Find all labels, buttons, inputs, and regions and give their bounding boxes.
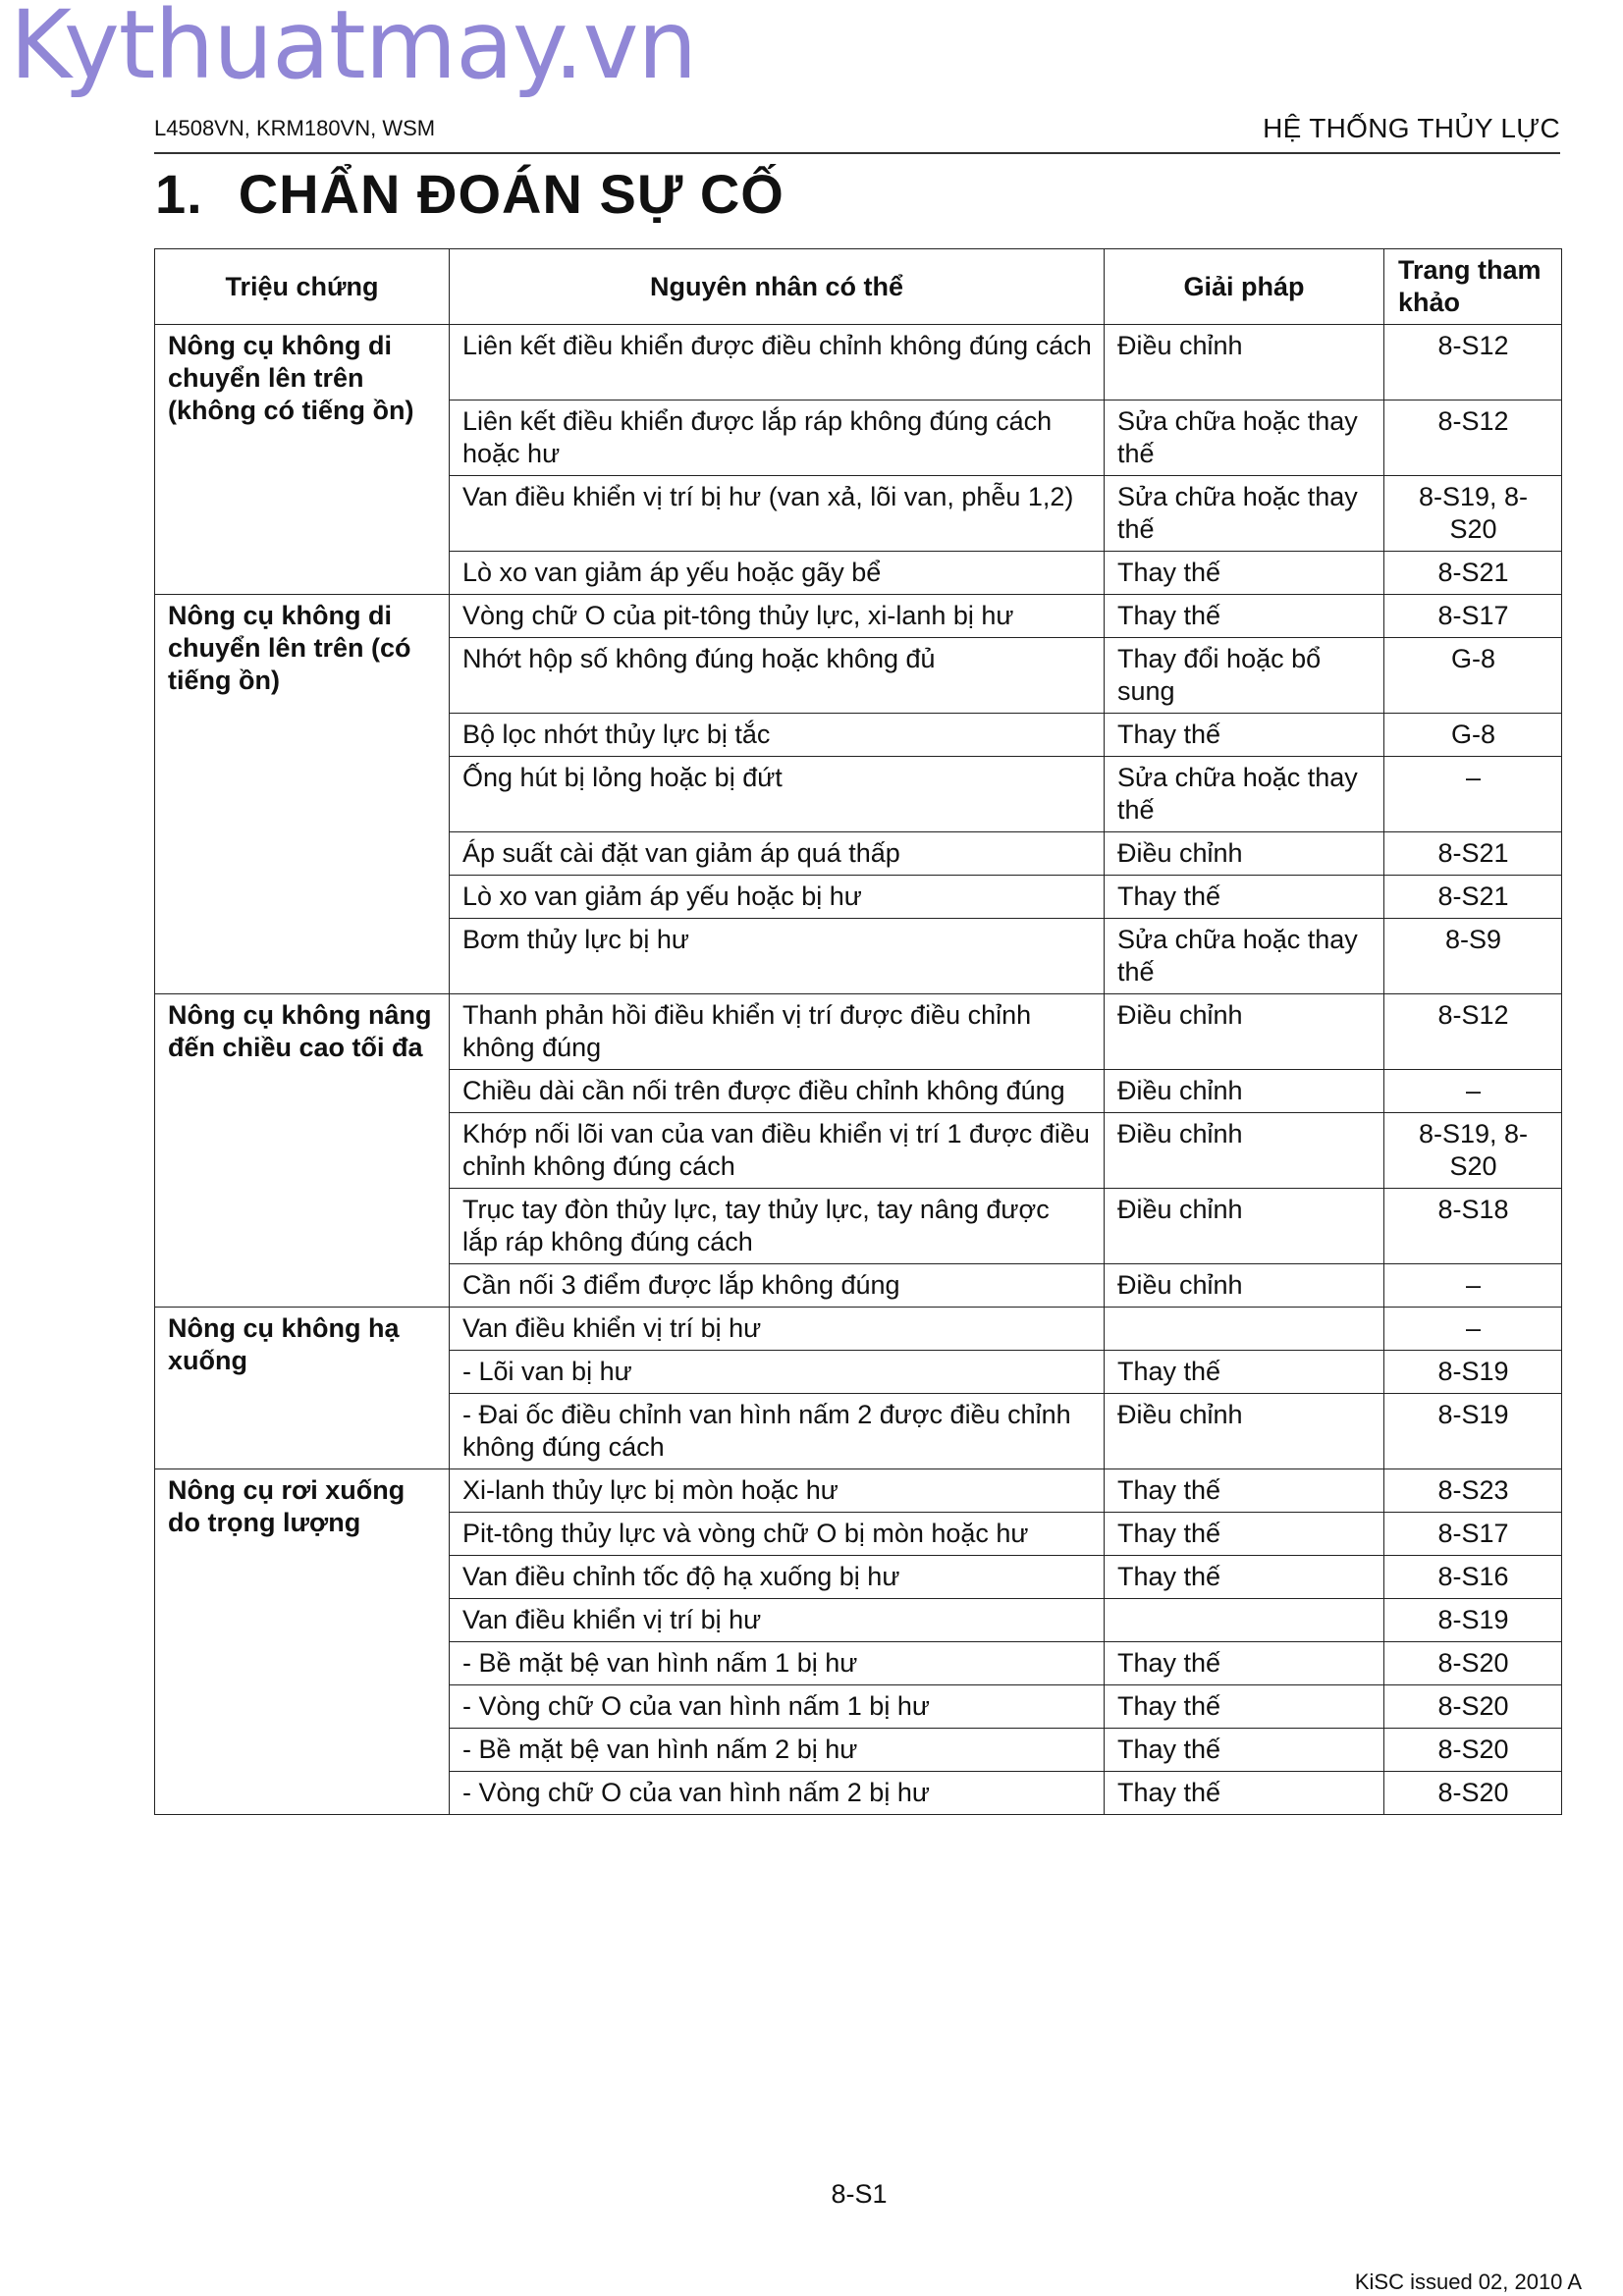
table-row: [155, 595, 1562, 638]
cause-cell: Bộ lọc nhớt thủy lực bị tắc: [450, 714, 1105, 757]
remedy-cell: Điều chỉnh: [1105, 994, 1384, 1070]
remedy-cell: Sửa chữa hoặc thay thế: [1105, 919, 1384, 994]
cause-cell: Vòng chữ O của pit-tông thủy lực, xi-lanh bị hư: [450, 595, 1105, 638]
cause-cell: - Đai ốc điều chỉnh van hình nấm 2 được điều chỉnh không đúng cách: [450, 1394, 1105, 1469]
watermark-logo: Kythuatmay.vn: [10, 0, 697, 100]
remedy-cell: Thay thế: [1105, 1729, 1384, 1772]
column-header-reference: Trang tham khảo: [1384, 249, 1562, 325]
table-row: [155, 994, 1562, 1070]
cause-cell: - Bề mặt bệ van hình nấm 2 bị hư: [450, 1729, 1105, 1772]
header-models: L4508VN, KRM180VN, WSM: [154, 116, 436, 140]
cause-cell: - Lõi van bị hư: [450, 1351, 1105, 1394]
cause-cell: Thanh phản hồi điều khiển vị trí được điều chỉnh không đúng: [450, 994, 1105, 1070]
section-title-text: CHẨN ĐOÁN SỰ CỐ: [238, 163, 784, 225]
remedy-cell: [1105, 1308, 1384, 1351]
troubleshooting-table: [154, 248, 1562, 1815]
page-title: [155, 162, 784, 226]
column-header-symptom: Triệu chứng: [155, 249, 450, 325]
reference-cell: 8-S17: [1384, 595, 1562, 638]
reference-cell: 8-S19: [1384, 1351, 1562, 1394]
reference-cell: –: [1384, 757, 1562, 832]
symptom-cell: Nông cụ không di chuyển lên trên (có tiếng ồn): [155, 595, 450, 994]
reference-cell: 8-S17: [1384, 1513, 1562, 1556]
cause-cell: Liên kết điều khiển được điều chỉnh không đúng cách: [450, 325, 1105, 400]
remedy-cell: Điều chỉnh: [1105, 1394, 1384, 1469]
cause-cell: Van điều khiển vị trí bị hư (van xả, lõi van, phễu 1,2): [450, 476, 1105, 552]
cause-cell: Pit-tông thủy lực và vòng chữ O bị mòn hoặc hư: [450, 1513, 1105, 1556]
reference-cell: 8-S20: [1384, 1685, 1562, 1729]
cause-cell: Lò xo van giảm áp yếu hoặc bị hư: [450, 876, 1105, 919]
cause-cell: Lò xo van giảm áp yếu hoặc gãy bể: [450, 552, 1105, 595]
reference-cell: –: [1384, 1070, 1562, 1113]
remedy-cell: Thay thế: [1105, 595, 1384, 638]
symptom-cell: Nông cụ không hạ xuống: [155, 1308, 450, 1469]
cause-cell: Trục tay đòn thủy lực, tay thủy lực, tay nâng được lắp ráp không đúng cách: [450, 1189, 1105, 1264]
reference-cell: 8-S21: [1384, 876, 1562, 919]
reference-cell: 8-S20: [1384, 1642, 1562, 1685]
remedy-cell: Thay thế: [1105, 1556, 1384, 1599]
table-row: [155, 325, 1562, 400]
reference-cell: 8-S19, 8-S20: [1384, 1113, 1562, 1189]
remedy-cell: Thay thế: [1105, 552, 1384, 595]
table-row: [155, 1469, 1562, 1513]
cause-cell: Khớp nối lõi van của van điều khiển vị trí 1 được điều chỉnh không đúng cách: [450, 1113, 1105, 1189]
reference-cell: 8-S21: [1384, 552, 1562, 595]
reference-cell: 8-S20: [1384, 1772, 1562, 1815]
cause-cell: Liên kết điều khiển được lắp ráp không đúng cách hoặc hư: [450, 400, 1105, 476]
cause-cell: Xi-lanh thủy lực bị mòn hoặc hư: [450, 1469, 1105, 1513]
table-header-row: [155, 249, 1562, 325]
reference-cell: 8-S12: [1384, 400, 1562, 476]
column-header-cause: Nguyên nhân có thể: [450, 249, 1105, 325]
cause-cell: - Vòng chữ O của van hình nấm 1 bị hư: [450, 1685, 1105, 1729]
reference-cell: G-8: [1384, 714, 1562, 757]
cause-cell: Chiều dài cần nối trên được điều chỉnh không đúng: [450, 1070, 1105, 1113]
symptom-cell: Nông cụ không di chuyển lên trên (không có tiếng ồn): [155, 325, 450, 595]
remedy-cell: Thay đổi hoặc bổ sung: [1105, 638, 1384, 714]
reference-cell: 8-S23: [1384, 1469, 1562, 1513]
reference-cell: 8-S16: [1384, 1556, 1562, 1599]
cause-cell: Cần nối 3 điểm được lắp không đúng: [450, 1264, 1105, 1308]
remedy-cell: Thay thế: [1105, 1685, 1384, 1729]
remedy-cell: Điều chỉnh: [1105, 832, 1384, 876]
column-header-remedy: Giải pháp: [1105, 249, 1384, 325]
reference-cell: 8-S20: [1384, 1729, 1562, 1772]
table-row: [155, 1308, 1562, 1351]
reference-cell: –: [1384, 1308, 1562, 1351]
reference-cell: 8-S9: [1384, 919, 1562, 994]
remedy-cell: Sửa chữa hoặc thay thế: [1105, 476, 1384, 552]
reference-cell: 8-S18: [1384, 1189, 1562, 1264]
remedy-cell: Sửa chữa hoặc thay thế: [1105, 757, 1384, 832]
cause-cell: Bơm thủy lực bị hư: [450, 919, 1105, 994]
issue-info: KiSC issued 02, 2010 A: [1354, 2269, 1582, 2294]
header-section-title: HỆ THỐNG THỦY LỰC: [1263, 113, 1560, 143]
cause-cell: Ống hút bị lỏng hoặc bị đứt: [450, 757, 1105, 832]
remedy-cell: Điều chỉnh: [1105, 1070, 1384, 1113]
cause-cell: Van điều khiển vị trí bị hư: [450, 1599, 1105, 1642]
remedy-cell: Thay thế: [1105, 1513, 1384, 1556]
symptom-cell: Nông cụ rơi xuống do trọng lượng: [155, 1469, 450, 1815]
remedy-cell: Sửa chữa hoặc thay thế: [1105, 400, 1384, 476]
reference-cell: 8-S19, 8-S20: [1384, 476, 1562, 552]
cause-cell: - Bề mặt bệ van hình nấm 1 bị hư: [450, 1642, 1105, 1685]
remedy-cell: Điều chỉnh: [1105, 1113, 1384, 1189]
remedy-cell: Thay thế: [1105, 1642, 1384, 1685]
remedy-cell: Thay thế: [1105, 1351, 1384, 1394]
remedy-cell: Thay thế: [1105, 1469, 1384, 1513]
remedy-cell: Thay thế: [1105, 714, 1384, 757]
reference-cell: 8-S21: [1384, 832, 1562, 876]
remedy-cell: [1105, 1599, 1384, 1642]
cause-cell: Van điều chỉnh tốc độ hạ xuống bị hư: [450, 1556, 1105, 1599]
cause-cell: - Vòng chữ O của van hình nấm 2 bị hư: [450, 1772, 1105, 1815]
reference-cell: 8-S19: [1384, 1394, 1562, 1469]
reference-cell: G-8: [1384, 638, 1562, 714]
header-divider: [154, 152, 1560, 154]
page-number: 8-S1: [831, 2179, 888, 2209]
reference-cell: –: [1384, 1264, 1562, 1308]
table-body: [155, 325, 1562, 1815]
remedy-cell: Điều chỉnh: [1105, 1189, 1384, 1264]
remedy-cell: Điều chỉnh: [1105, 325, 1384, 400]
section-number: 1.: [155, 163, 203, 225]
remedy-cell: Thay thế: [1105, 876, 1384, 919]
cause-cell: Áp suất cài đặt van giảm áp quá thấp: [450, 832, 1105, 876]
remedy-cell: Thay thế: [1105, 1772, 1384, 1815]
symptom-cell: Nông cụ không nâng đến chiều cao tối đa: [155, 994, 450, 1308]
reference-cell: 8-S12: [1384, 994, 1562, 1070]
reference-cell: 8-S19: [1384, 1599, 1562, 1642]
remedy-cell: Điều chỉnh: [1105, 1264, 1384, 1308]
cause-cell: Van điều khiển vị trí bị hư: [450, 1308, 1105, 1351]
reference-cell: 8-S12: [1384, 325, 1562, 400]
cause-cell: Nhớt hộp số không đúng hoặc không đủ: [450, 638, 1105, 714]
